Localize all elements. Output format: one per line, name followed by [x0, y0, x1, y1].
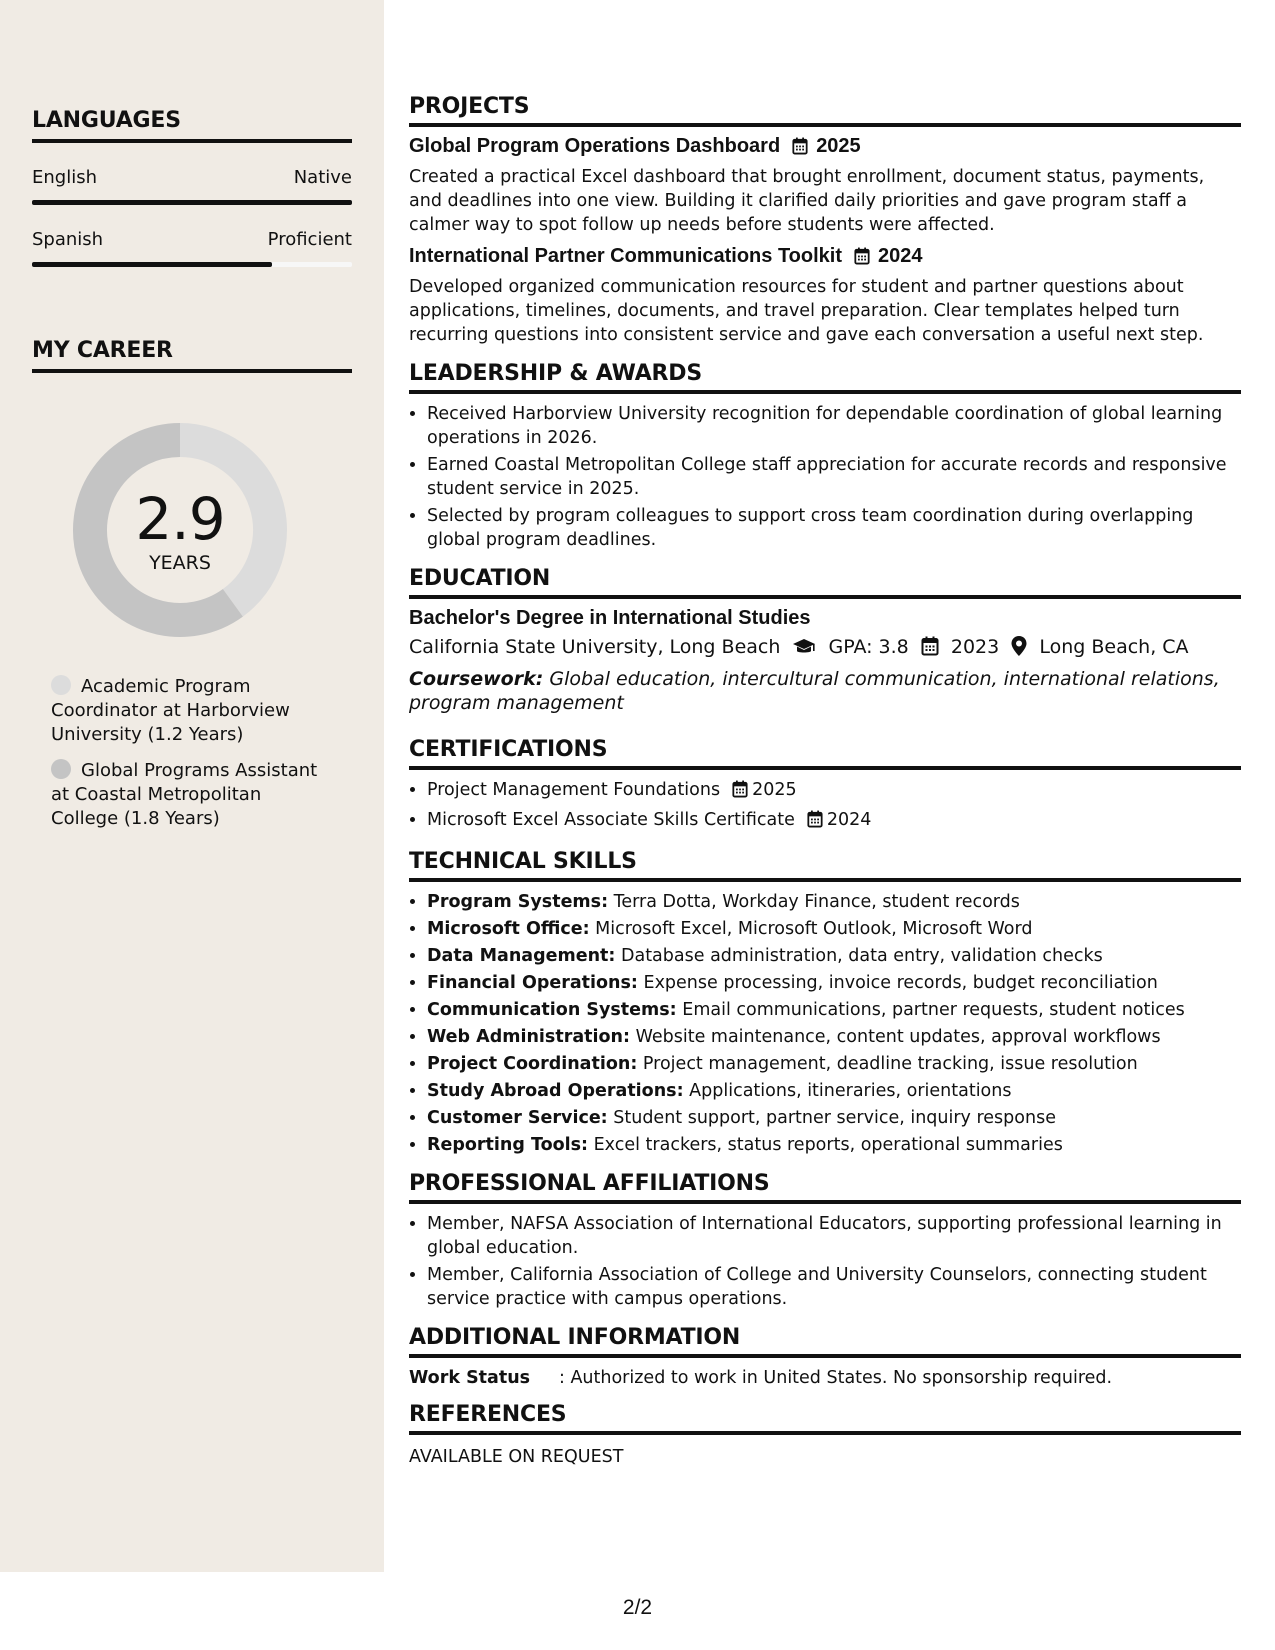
additional-info-section	[409, 1325, 1241, 1388]
languages-heading: LANGUAGES	[32, 108, 352, 143]
project-year: 2024	[878, 245, 923, 267]
list-item: • Member, California Association of College and University Counselors, connecting student service practice with campus operations.	[427, 1263, 1241, 1311]
list-item: • Earned Coastal Metropolitan College staff appreciation for accurate records and responsive student service in 2025.	[427, 453, 1241, 501]
calendar-icon	[732, 780, 748, 805]
skill-value: Microsoft Excel, Microsoft Outlook, Microsoft Word	[595, 919, 1033, 939]
skill-item	[427, 998, 1241, 1022]
work-status-value: : Authorized to work in United States. No sponsorship required.	[559, 1368, 1113, 1388]
leadership-list	[409, 402, 1241, 552]
projects-section	[409, 94, 1241, 347]
main-content	[409, 94, 1241, 1483]
language-proficiency-bar	[32, 262, 352, 267]
languages-section	[32, 108, 352, 267]
legend-dot	[51, 675, 71, 695]
project-year: 2025	[816, 135, 861, 157]
skill-label: Microsoft Office:	[427, 919, 590, 939]
project-title-row	[409, 245, 1241, 271]
career-role-label: Academic Program Coordinator at Harborview University (1.2 Years)	[51, 676, 290, 745]
coursework	[409, 667, 1241, 715]
skill-label: Data Management:	[427, 946, 616, 966]
graduation-year: 2023	[950, 636, 1000, 658]
language-proficiency-bar	[32, 200, 352, 205]
language-level: Proficient	[267, 229, 352, 250]
skill-item	[427, 917, 1241, 941]
affiliations-list	[409, 1212, 1241, 1311]
certifications-section	[409, 737, 1241, 835]
language-proficiency-fill	[32, 262, 272, 267]
skill-item	[427, 971, 1241, 995]
coursework-text: Global education, intercultural communication, international relations, program management	[409, 668, 1220, 714]
skill-item	[427, 1052, 1241, 1076]
skill-item	[427, 1106, 1241, 1130]
career-legend	[32, 675, 352, 831]
project-description: Created a practical Excel dashboard that brought enrollment, document status, payments, and deadlines into one view. Building it clarified daily priorities and gave program staff a calmer way to spot follow up needs before students were affected.	[409, 167, 1205, 235]
project-description: Developed organized communication resources for student and partner questions about applications, timelines, documents, and travel preparation. Clear templates helped turn recurring questions into consistent service and gave each conversation a useful next step.	[409, 277, 1204, 345]
calendar-icon	[807, 810, 823, 835]
affiliations-heading: PROFESSIONAL AFFILIATIONS	[409, 1171, 1241, 1204]
references-text: AVAILABLE ON REQUEST	[409, 1447, 624, 1467]
skill-item	[427, 1025, 1241, 1049]
career-legend-item	[51, 675, 321, 747]
skill-value: Excel trackers, status reports, operational summaries	[593, 1135, 1063, 1155]
work-status-label: Work Status	[409, 1368, 531, 1388]
work-status-row	[409, 1368, 1241, 1388]
sidebar	[0, 0, 384, 1572]
certification-list	[409, 778, 1241, 835]
skills-list	[409, 890, 1241, 1157]
skill-label: Study Abroad Operations:	[427, 1081, 684, 1101]
skill-value: Applications, itineraries, orientations	[689, 1081, 1012, 1101]
school-location: Long Beach, CA	[1039, 636, 1189, 658]
career-donut-chart	[65, 415, 295, 645]
certification-item	[427, 778, 1241, 805]
school-name: California State University, Long Beach	[409, 636, 781, 658]
affiliations-section	[409, 1171, 1241, 1311]
education-section	[409, 566, 1241, 715]
project-title-row	[409, 135, 1241, 161]
certification-item	[427, 808, 1241, 835]
certification-year: 2024	[826, 810, 872, 830]
language-list	[32, 167, 352, 267]
skill-value: Project management, deadline tracking, issue resolution	[642, 1054, 1138, 1074]
legend-dot	[51, 759, 71, 779]
career-role-label: Global Programs Assistant at Coastal Metropolitan College (1.8 Years)	[51, 760, 318, 829]
location-pin-icon	[1011, 636, 1027, 661]
career-total-years: 2.9	[135, 485, 225, 553]
calendar-icon	[854, 247, 870, 271]
skill-value: Website maintenance, content updates, approval workflows	[635, 1027, 1161, 1047]
page-number: 2/2	[622, 1596, 653, 1619]
graduation-cap-icon	[792, 638, 816, 661]
certification-year: 2025	[752, 780, 797, 800]
project-title: Global Program Operations Dashboard	[409, 135, 781, 157]
career-section	[32, 338, 352, 843]
skill-item	[427, 890, 1241, 914]
career-years-unit: YEARS	[149, 552, 211, 574]
skill-label: Financial Operations:	[427, 973, 638, 993]
leadership-section	[409, 361, 1241, 552]
language-level: Native	[293, 167, 352, 188]
skill-item	[427, 944, 1241, 968]
skill-value: Database administration, data entry, validation checks	[621, 946, 1103, 966]
language-row	[32, 229, 352, 250]
list-item: • Member, NAFSA Association of International Educators, supporting professional learning in global education.	[427, 1212, 1241, 1260]
career-heading: MY CAREER	[32, 338, 352, 373]
career-legend-item	[51, 759, 321, 831]
skill-label: Web Administration:	[427, 1027, 630, 1047]
language-name: Spanish	[32, 229, 104, 250]
certification-name: Project Management Foundations	[427, 780, 721, 800]
projects-heading: PROJECTS	[409, 94, 1241, 127]
education-heading: EDUCATION	[409, 566, 1241, 599]
additional-info-heading: ADDITIONAL INFORMATION	[409, 1325, 1241, 1358]
gpa: GPA: 3.8	[828, 636, 909, 658]
skill-value: Student support, partner service, inquiry response	[613, 1108, 1056, 1128]
list-item: • Selected by program colleagues to support cross team coordination during overlapping global program deadlines.	[427, 504, 1241, 552]
skill-label: Reporting Tools:	[427, 1135, 589, 1155]
donut-center	[65, 415, 295, 645]
calendar-icon	[792, 137, 808, 161]
project-title: International Partner Communications Toolkit	[409, 245, 843, 267]
skill-label: Communication Systems:	[427, 1000, 677, 1020]
skills-heading: TECHNICAL SKILLS	[409, 849, 1241, 882]
references-heading: REFERENCES	[409, 1402, 1241, 1435]
language-row	[32, 167, 352, 188]
language-name: English	[32, 167, 97, 188]
skill-label: Program Systems:	[427, 892, 609, 912]
skill-label: Project Coordination:	[427, 1054, 638, 1074]
skill-label: Customer Service:	[427, 1108, 608, 1128]
certification-name: Microsoft Excel Associate Skills Certificate	[427, 810, 795, 830]
leadership-heading: LEADERSHIP & AWARDS	[409, 361, 1241, 394]
references-section	[409, 1402, 1241, 1469]
language-proficiency-fill	[32, 200, 352, 205]
skill-value: Email communications, partner requests, student notices	[682, 1000, 1185, 1020]
skill-value: Terra Dotta, Workday Finance, student records	[613, 892, 1020, 912]
skills-section	[409, 849, 1241, 1157]
calendar-icon	[921, 636, 939, 661]
skill-value: Expense processing, invoice records, budget reconciliation	[643, 973, 1158, 993]
list-item: • Received Harborview University recognition for dependable coordination of global learning operations in 2026.	[427, 402, 1241, 450]
project-list	[409, 135, 1241, 347]
coursework-label: Coursework:	[409, 668, 544, 690]
degree-title: Bachelor's Degree in International Studies	[409, 607, 811, 629]
skill-item	[427, 1133, 1241, 1157]
certifications-heading: CERTIFICATIONS	[409, 737, 1241, 770]
skill-item	[427, 1079, 1241, 1103]
education-meta	[409, 636, 1241, 661]
